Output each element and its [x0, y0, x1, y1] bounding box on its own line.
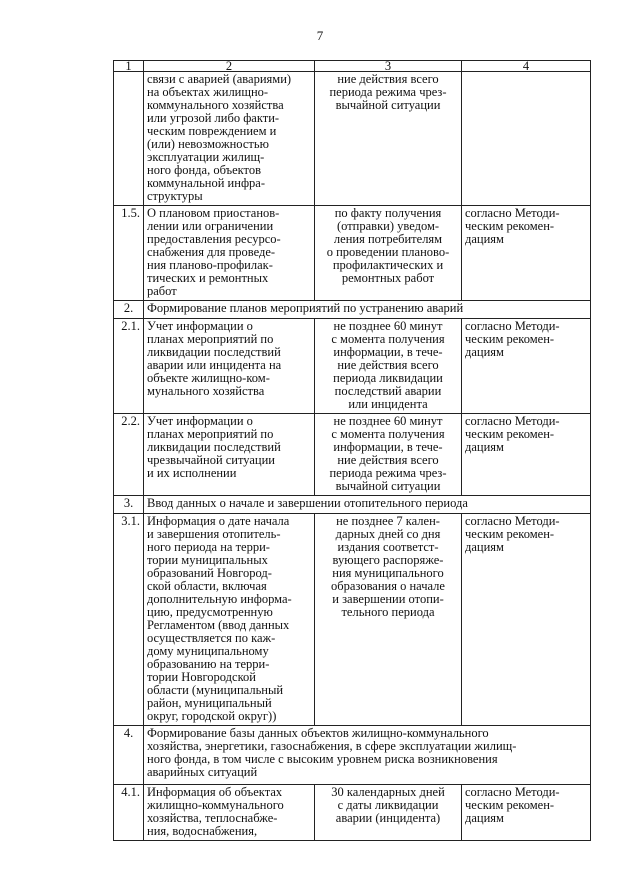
text-line: аварии (инцидента): [335, 811, 441, 825]
text-line: связи с аварией (авариями): [147, 72, 292, 86]
text-line: ческим рекомен-: [465, 332, 555, 346]
section-number: 2.: [114, 301, 144, 319]
text-line: работ: [147, 284, 177, 298]
text-line: коммунального хозяйства: [147, 98, 284, 112]
text-line: Учет информации о: [147, 414, 253, 428]
table-row: [114, 414, 591, 496]
text-line: осуществляется по каж-: [147, 631, 276, 645]
row-number: 2.2.: [114, 414, 144, 496]
row-deadline: [315, 72, 462, 206]
text-line: о проведении планово-: [326, 245, 450, 259]
text-line: ния муниципального: [332, 566, 444, 580]
row-deadline: [315, 514, 462, 726]
text-line: согласно Методи-: [465, 514, 560, 528]
text-line: тических и ремонтных: [147, 271, 269, 285]
text-line: образованию на терри-: [147, 657, 270, 671]
text-line: аварийных ситуаций: [147, 765, 258, 779]
row-deadline: [315, 206, 462, 301]
text-line: мунального хозяйства: [147, 384, 265, 398]
row-deadline: [315, 414, 462, 496]
row-format: [462, 414, 591, 496]
text-line: цию, предусмотренную: [147, 605, 273, 619]
text-line: профилактических и: [332, 258, 444, 272]
text-line: ческим повреждением и: [147, 124, 277, 138]
text-line: ликвидации последствий: [147, 345, 281, 359]
text-line: периода ликвидации: [333, 371, 443, 385]
text-line: структуры: [147, 189, 203, 203]
text-line: не позднее 7 кален-: [336, 514, 440, 528]
text-line: согласно Методи-: [465, 414, 560, 428]
header-col-3: 3: [315, 61, 462, 72]
text-line: области (муниципальный: [147, 683, 284, 697]
text-line: периода режима чрез-: [329, 85, 447, 99]
text-line: эксплуатации жилищ-: [147, 150, 265, 164]
text-line: Формирование базы данных объектов жилищно-коммунального: [147, 726, 489, 740]
row-description: [144, 785, 315, 841]
text-line: с момента получения: [331, 427, 445, 441]
text-line: лении или ограничении: [147, 219, 274, 233]
text-line: издания соответст-: [337, 540, 439, 554]
text-line: Информация о дате начала: [147, 514, 290, 528]
table-row: [114, 785, 591, 841]
text-line: тельного периода: [341, 605, 435, 619]
row-number: 3.1.: [114, 514, 144, 726]
text-line: округ, городской округ)): [147, 709, 277, 723]
table-row: [114, 206, 591, 301]
text-line: Формирование планов мероприятий по устранению аварий: [147, 301, 464, 315]
text-line: коммунальной инфра-: [147, 176, 265, 190]
text-line: последствий аварии: [334, 384, 442, 398]
text-line: тории муниципальных: [147, 553, 268, 567]
text-line: не позднее 60 минут: [333, 414, 443, 428]
text-line: ческим рекомен-: [465, 219, 555, 233]
text-line: или инцидента: [348, 397, 428, 411]
section-row: [114, 496, 591, 514]
text-line: ческим рекомен-: [465, 427, 555, 441]
row-deadline: [315, 785, 462, 841]
text-line: планах мероприятий по: [147, 427, 274, 441]
text-line: ние действия всего: [337, 453, 439, 467]
row-number: [114, 72, 144, 206]
text-line: ликвидации последствий: [147, 440, 281, 454]
text-line: 30 календарных дней: [331, 785, 445, 799]
text-line: хозяйства, энергетики, газоснабжения, в сфере эксплуатации жилищ-: [147, 739, 517, 753]
text-line: аварии или инцидента на: [147, 358, 282, 372]
header-col-4: 4: [462, 61, 591, 72]
text-line: ния, водоснабжения,: [147, 824, 258, 838]
text-line: дополнительную информа-: [147, 592, 292, 606]
text-line: ремонтных работ: [341, 271, 435, 285]
text-line: жилищно-коммунального: [147, 798, 284, 812]
table-row: [114, 72, 591, 206]
text-line: информации, в тече-: [333, 440, 443, 454]
text-line: дациям: [465, 540, 504, 554]
text-line: и завершения отопитель-: [147, 527, 281, 541]
text-line: согласно Методи-: [465, 785, 560, 799]
text-line: на объектах жилищно-: [147, 85, 269, 99]
text-line: вычайной ситуации: [335, 479, 441, 493]
text-line: планах мероприятий по: [147, 332, 274, 346]
row-format: [462, 785, 591, 841]
text-line: чрезвычайной ситуации: [147, 453, 275, 467]
row-description: [144, 72, 315, 206]
monitoring-table: [113, 60, 591, 841]
text-line: район, муниципальный: [147, 696, 272, 710]
text-line: хозяйства, теплоснабже-: [147, 811, 278, 825]
row-deadline: [315, 319, 462, 414]
text-line: ческим рекомен-: [465, 527, 555, 541]
text-line: (или) невозможностью: [147, 137, 269, 151]
row-format: [462, 72, 591, 206]
text-line: согласно Методи-: [465, 319, 560, 333]
text-line: не позднее 60 минут: [333, 319, 443, 333]
text-line: снабжения для проведе-: [147, 245, 276, 259]
text-line: дому муниципальному: [147, 644, 269, 658]
text-line: периода режима чрез-: [329, 466, 447, 480]
row-description: [144, 514, 315, 726]
table-header-row: [114, 61, 591, 72]
text-line: ние действия всего: [337, 72, 439, 86]
text-line: дациям: [465, 345, 504, 359]
section-row: [114, 301, 591, 319]
row-number: 4.1.: [114, 785, 144, 841]
section-title: [144, 301, 591, 319]
row-format: [462, 319, 591, 414]
text-line: (отправки) уведом-: [336, 219, 440, 233]
text-line: тории Новгородской: [147, 670, 256, 684]
text-line: Информация об объектах: [147, 785, 283, 799]
row-number: 1.5.: [114, 206, 144, 301]
text-line: объекте жилищно-ком-: [147, 371, 270, 385]
text-line: Ввод данных о начале и завершении отопительного периода: [147, 496, 468, 510]
section-title: [144, 726, 591, 785]
text-line: ного фонда, в том числе с высоким уровнем риска возникновения: [147, 752, 498, 766]
text-line: вычайной ситуации: [335, 98, 441, 112]
text-line: ния планово-профилак-: [147, 258, 273, 272]
text-line: с момента получения: [331, 332, 445, 346]
row-number: 2.1.: [114, 319, 144, 414]
row-description: [144, 319, 315, 414]
header-col-2: 2: [144, 61, 315, 72]
text-line: Регламентом (ввод данных: [147, 618, 290, 632]
text-line: ления потребителям: [333, 232, 443, 246]
text-line: О плановом приостанов-: [147, 206, 280, 220]
text-line: ного периода на терри-: [147, 540, 270, 554]
text-line: ской области, включая: [147, 579, 267, 593]
page-number: 7: [316, 28, 324, 43]
section-number: 4.: [114, 726, 144, 785]
text-line: образований Новгород-: [147, 566, 272, 580]
row-description: [144, 206, 315, 301]
text-line: дациям: [465, 440, 504, 454]
text-line: по факту получения: [334, 206, 442, 220]
text-line: дациям: [465, 232, 504, 246]
row-format: [462, 514, 591, 726]
text-line: дациям: [465, 811, 504, 825]
text-line: дарных дней со дня: [335, 527, 441, 541]
text-line: образования о начале: [331, 579, 445, 593]
table-row: [114, 319, 591, 414]
text-line: ческим рекомен-: [465, 798, 555, 812]
section-title: [144, 496, 591, 514]
section-row: [114, 726, 591, 785]
text-line: информации, в тече-: [333, 345, 443, 359]
text-line: предоставления ресурсо-: [147, 232, 281, 246]
text-line: и завершении отопи-: [332, 592, 444, 606]
text-line: ние действия всего: [337, 358, 439, 372]
row-description: [144, 414, 315, 496]
header-col-1: 1: [114, 61, 144, 72]
section-number: 3.: [114, 496, 144, 514]
text-line: и их исполнении: [147, 466, 237, 480]
row-format: [462, 206, 591, 301]
text-line: или угрозой либо факти-: [147, 111, 280, 125]
text-line: ного фонда, объектов: [147, 163, 261, 177]
text-line: Учет информации о: [147, 319, 253, 333]
text-line: согласно Методи-: [465, 206, 560, 220]
text-line: вующего распоряже-: [332, 553, 444, 567]
table-row: [114, 514, 591, 726]
text-line: с даты ликвидации: [337, 798, 439, 812]
